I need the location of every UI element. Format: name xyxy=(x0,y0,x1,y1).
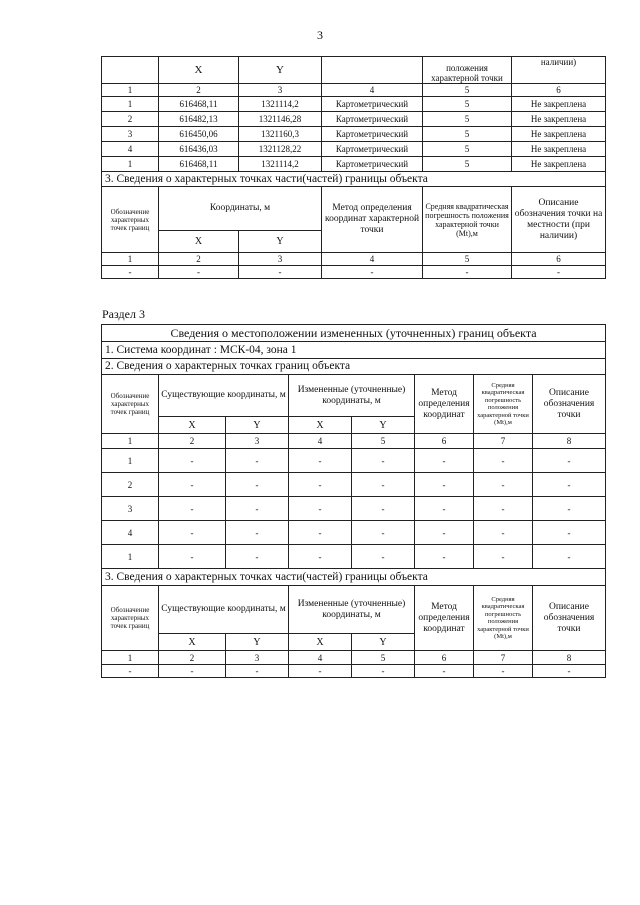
cell: - xyxy=(226,545,289,569)
cell: - xyxy=(159,521,226,545)
col-number: 2 xyxy=(159,651,226,665)
cell-empty: - xyxy=(102,266,159,279)
col-point-header: Обозначение характерных точек границ xyxy=(102,187,159,253)
col-x-header: X xyxy=(159,231,239,253)
col-number: 2 xyxy=(159,434,226,449)
col-existing-header: Существующие координаты, м xyxy=(159,586,289,634)
cell: - xyxy=(533,473,606,497)
col-y-header: Y xyxy=(352,417,415,434)
description: Не закреплена xyxy=(512,127,606,142)
table-header-row xyxy=(102,586,606,634)
subsection-title-row xyxy=(102,359,606,375)
point-id: 3 xyxy=(102,127,159,142)
col-number: 3 xyxy=(239,253,322,266)
cell-empty: - xyxy=(239,266,322,279)
col-accuracy-header: Средняя квадратическая погрешность положения характерной точки (Mt),м xyxy=(423,187,512,253)
table-changed-boundaries xyxy=(101,324,606,678)
col-desc-header: Описание обозначения точки на местности (при наличии) xyxy=(512,187,606,253)
coordinate-system: 1. Система координат : МСК-04, зона 1 xyxy=(102,342,606,359)
table-title: Сведения о местоположении измененных (уточненных) границ объекта xyxy=(102,325,606,342)
cell-empty: - xyxy=(512,266,606,279)
cell: - xyxy=(415,545,474,569)
cell: - xyxy=(289,449,352,473)
col-method-header: Метод определения координат xyxy=(415,375,474,434)
col-number: 4 xyxy=(289,434,352,449)
coordinate-system-row xyxy=(102,342,606,359)
cell: - xyxy=(474,545,533,569)
table-row xyxy=(102,157,606,172)
cell: - xyxy=(226,449,289,473)
section-heading: Раздел 3 xyxy=(102,307,145,321)
method: Картометрический xyxy=(322,157,423,172)
cell: - xyxy=(474,497,533,521)
point-id: 2 xyxy=(102,473,159,497)
col-number: 6 xyxy=(512,84,606,97)
cell: - xyxy=(352,473,415,497)
col-number: 6 xyxy=(415,651,474,665)
col-number: 3 xyxy=(226,434,289,449)
cell-empty: - xyxy=(289,665,352,678)
page-number: 3 xyxy=(317,28,323,42)
col-number: 1 xyxy=(102,253,159,266)
cell: - xyxy=(533,521,606,545)
cell: - xyxy=(352,497,415,521)
cell: - xyxy=(289,497,352,521)
table-row xyxy=(102,449,606,473)
subsection-title-row xyxy=(102,172,606,187)
col-y-header: Y xyxy=(239,231,322,253)
cell: - xyxy=(159,545,226,569)
table-header-row xyxy=(102,375,606,417)
cell: - xyxy=(352,449,415,473)
col-existing-header: Существующие координаты, м xyxy=(159,375,289,417)
cell-empty: - xyxy=(159,665,226,678)
cell: - xyxy=(226,497,289,521)
cell-empty: - xyxy=(533,665,606,678)
cell-empty: - xyxy=(102,665,159,678)
point-id: 1 xyxy=(102,157,159,172)
col-number: 6 xyxy=(415,434,474,449)
cell: - xyxy=(415,449,474,473)
col-number: 2 xyxy=(159,84,239,97)
accuracy: 5 xyxy=(423,142,512,157)
cell: - xyxy=(352,521,415,545)
table-row xyxy=(102,545,606,569)
col-x-header: X xyxy=(159,57,239,84)
coord-y: 1321146,28 xyxy=(239,112,322,127)
table-header-row xyxy=(102,187,606,231)
table-row xyxy=(102,497,606,521)
col-x-header: X xyxy=(159,417,226,434)
col-number: 3 xyxy=(226,651,289,665)
method: Картометрический xyxy=(322,127,423,142)
table-row xyxy=(102,266,606,279)
method: Картометрический xyxy=(322,97,423,112)
cell: - xyxy=(533,497,606,521)
coord-y: 1321128,22 xyxy=(239,142,322,157)
cell: - xyxy=(226,473,289,497)
cell: - xyxy=(289,545,352,569)
cell: - xyxy=(226,521,289,545)
cell-empty: - xyxy=(352,665,415,678)
col-y-header: Y xyxy=(352,634,415,651)
method: Картометрический xyxy=(322,142,423,157)
col-number: 5 xyxy=(423,84,512,97)
description: Не закреплена xyxy=(512,157,606,172)
coord-x: 616436,03 xyxy=(159,142,239,157)
table-coordinates-continued xyxy=(101,56,606,279)
cell-empty: - xyxy=(226,665,289,678)
accuracy: 5 xyxy=(423,157,512,172)
col-number: 5 xyxy=(423,253,512,266)
point-id: 1 xyxy=(102,449,159,473)
subsection-title: 2. Сведения о характерных точках границ объекта xyxy=(102,359,606,375)
cell: - xyxy=(474,473,533,497)
col-number: 7 xyxy=(474,434,533,449)
col-method-header xyxy=(322,57,423,84)
point-id: 4 xyxy=(102,521,159,545)
col-number: 7 xyxy=(474,651,533,665)
table-row xyxy=(102,665,606,678)
col-x-header: X xyxy=(289,634,352,651)
cell: - xyxy=(474,521,533,545)
point-id: 1 xyxy=(102,545,159,569)
point-id: 3 xyxy=(102,497,159,521)
table-title-row xyxy=(102,325,606,342)
column-numbers-row xyxy=(102,253,606,266)
col-x-header: X xyxy=(289,417,352,434)
table-row xyxy=(102,112,606,127)
cell: - xyxy=(289,473,352,497)
col-number: 1 xyxy=(102,434,159,449)
coord-y: 1321114,2 xyxy=(239,97,322,112)
point-id: 2 xyxy=(102,112,159,127)
col-coords-header: Координаты, м xyxy=(159,187,322,231)
point-id: 1 xyxy=(102,97,159,112)
col-number: 1 xyxy=(102,84,159,97)
cell-empty: - xyxy=(415,665,474,678)
description: Не закреплена xyxy=(512,97,606,112)
cell-empty: - xyxy=(159,266,239,279)
cell: - xyxy=(159,497,226,521)
point-id: 4 xyxy=(102,142,159,157)
accuracy: 5 xyxy=(423,112,512,127)
method: Картометрический xyxy=(322,112,423,127)
coord-y: 1321160,3 xyxy=(239,127,322,142)
cell: - xyxy=(415,473,474,497)
col-number: 3 xyxy=(239,84,322,97)
cell-empty: - xyxy=(423,266,512,279)
col-number: 5 xyxy=(352,434,415,449)
col-changed-header: Измененные (уточненные) координаты, м xyxy=(289,375,415,417)
column-numbers-row xyxy=(102,651,606,665)
col-method-header: Метод определения координат характерной точки xyxy=(322,187,423,253)
subsection-title-row xyxy=(102,569,606,586)
cell: - xyxy=(533,449,606,473)
description: Не закреплена xyxy=(512,142,606,157)
cell: - xyxy=(159,473,226,497)
col-accuracy-header: положения характерной точки xyxy=(423,57,512,84)
table-row xyxy=(102,142,606,157)
table-row xyxy=(102,473,606,497)
table-row xyxy=(102,127,606,142)
col-changed-header: Измененные (уточненные) координаты, м xyxy=(289,586,415,634)
coord-y: 1321114,2 xyxy=(239,157,322,172)
coord-x: 616468,11 xyxy=(159,157,239,172)
coord-x: 616450,06 xyxy=(159,127,239,142)
accuracy: 5 xyxy=(423,127,512,142)
col-desc-header: Описание обозначения точки xyxy=(533,586,606,651)
col-number: 8 xyxy=(533,434,606,449)
cell: - xyxy=(474,449,533,473)
column-numbers-row xyxy=(102,84,606,97)
col-number: 5 xyxy=(352,651,415,665)
col-number: 4 xyxy=(322,253,423,266)
table-header-row xyxy=(102,57,606,84)
col-number: 2 xyxy=(159,253,239,266)
subsection-title: 3. Сведения о характерных точках части(частей) границы объекта xyxy=(102,172,606,187)
col-accuracy-header: Средняя квадратическая погрешность положения характерной точки (Mt),м xyxy=(474,586,533,651)
col-number: 4 xyxy=(289,651,352,665)
coord-x: 616468,11 xyxy=(159,97,239,112)
col-y-header: Y xyxy=(226,634,289,651)
col-point-header: Обозначение характерных точек границ xyxy=(102,375,159,434)
column-numbers-row xyxy=(102,434,606,449)
accuracy: 5 xyxy=(423,97,512,112)
col-desc-header: наличии) xyxy=(512,57,606,84)
col-desc-header: Описание обозначения точки xyxy=(533,375,606,434)
cell-empty: - xyxy=(474,665,533,678)
col-number: 6 xyxy=(512,253,606,266)
cell: - xyxy=(415,497,474,521)
col-y-header: Y xyxy=(239,57,322,84)
table-row xyxy=(102,521,606,545)
cell: - xyxy=(352,545,415,569)
col-point-header: Обозначение характерных точек границ xyxy=(102,586,159,651)
col-number: 8 xyxy=(533,651,606,665)
col-method-header: Метод определения координат xyxy=(415,586,474,651)
col-number: 4 xyxy=(322,84,423,97)
coord-x: 616482,13 xyxy=(159,112,239,127)
table-row xyxy=(102,97,606,112)
cell: - xyxy=(289,521,352,545)
description: Не закреплена xyxy=(512,112,606,127)
cell-empty: - xyxy=(322,266,423,279)
col-accuracy-header: Средняя квадратическая погрешность положения характерной точки (Mt),м xyxy=(474,375,533,434)
col-y-header: Y xyxy=(226,417,289,434)
cell: - xyxy=(533,545,606,569)
cell: - xyxy=(415,521,474,545)
cell: - xyxy=(159,449,226,473)
subsection-title: 3. Сведения о характерных точках части(частей) границы объекта xyxy=(102,569,606,586)
col-x-header: X xyxy=(159,634,226,651)
col-number: 1 xyxy=(102,651,159,665)
